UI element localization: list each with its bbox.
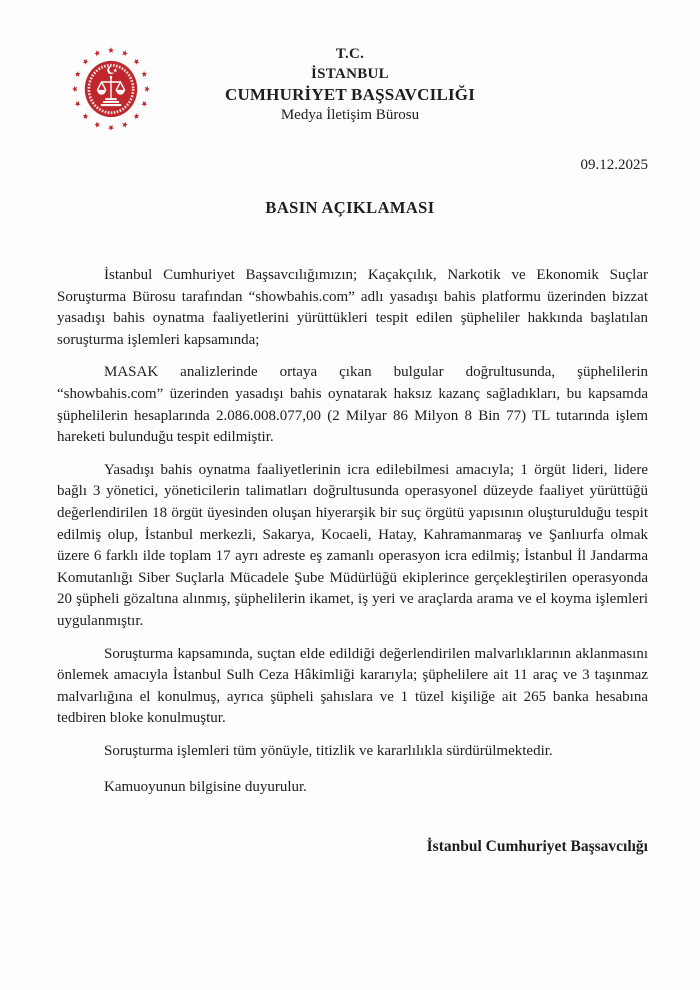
- letterhead: [0, 0, 700, 125]
- document-body: [0, 265, 700, 798]
- letterhead-city: İSTANBUL: [311, 65, 389, 82]
- letterhead-office: CUMHURİYET BAŞSAVCILIĞI: [224, 85, 476, 105]
- body-paragraph-5: Soruşturma işlemleri tüm yönüyle, titizlik ve kararlılıkla sürdürülmektedir.: [104, 742, 553, 759]
- letterhead-tc: T.C.: [335, 46, 365, 62]
- body-paragraph-4: Soruşturma kapsamında, suçtan elde edildiği değerlendirilen malvarlıklarının aklanmasını önlemek amacıyla İstanbul Sulh Ceza Hâkimliği kararıyla; şüphelilere ait 11 araç ve 3 taşınmaz malvarlığına el konulmuş, ayrıca şüpheli şahıslara ve 1 tüzel kişiliğe ait 265 banka hesabına tedbiren bloke konulmuştur.: [57, 645, 648, 727]
- body-paragraph-6: Kamuoyunun bilgisine duyurulur.: [104, 778, 307, 795]
- letterhead-bureau: Medya İletişim Bürosu: [280, 107, 420, 124]
- body-paragraph-2: MASAK analizlerinde ortaya çıkan bulgular doğrultusunda, şüphelilerin “showbahis.com” üzerinden yasadışı bahis oynatarak haksız kazanç sağladıkları, bu kapsamda şüphelilerin hesaplarında 2.086.008.077,00 (2 Milyar 86 Milyon 8 Bin 77) TL tutarında işlem hareketi bulunduğu tespit edilmiştir.: [57, 364, 648, 446]
- emblem-disc: [85, 61, 137, 117]
- document-date: 09.12.2025: [580, 157, 648, 174]
- signature-line: İstanbul Cumhuriyet Başsavcılığı: [426, 838, 648, 856]
- body-paragraph-3: Yasadışı bahis oynatma faaliyetlerinin icra edilebilmesi amacıyla; 1 örgüt lideri, lidere bağlı 3 yönetici, yöneticilerin talimatları doğrultusunda operasyonel düzeyde faaliyet yürüttüğü değerlendirilen 18 örgüt üyesinden oluşan hiyerarşik bir suç örgütü yapısının oluşturulduğu tespit edilmiş olup, İstanbul merkezli, Sakarya, Kocaeli, Hatay, Kahramanmaraş ve Şanlıurfa olmak üzere 6 farklı ilde toplam 17 ayrı adreste eş zamanlı operasyon icra edilmiş; İstanbul İl Jandarma Komutanlığı Siber Suçlarla Mücadele Şube Müdürlüğü ekiplerince gerçekleştirilen operasyonda 20 şüpheli gözaltına alınmış, şüphelilerin ikamet, iş yeri ve araçlarda arama ve el koyma işlemleri uygulanmıştır.: [57, 461, 648, 630]
- turkish-justice-scales-emblem-icon: [70, 45, 152, 133]
- document-title: BASIN AÇIKLAMASI: [265, 198, 435, 218]
- body-paragraph-1: İstanbul Cumhuriyet Başsavcılığımızın; Kaçakçılık, Narkotik ve Ekonomik Suçlar Soruşturma Bürosu tarafından “showbahis.com” adlı yasadışı bahis platformu üzerinden bizzat yasadışı bahis oynatma faaliyetlerini yürüttükleri tespit edilen şüpheliler hakkında başlatılan soruşturma işlemleri kapsamında;: [57, 267, 648, 348]
